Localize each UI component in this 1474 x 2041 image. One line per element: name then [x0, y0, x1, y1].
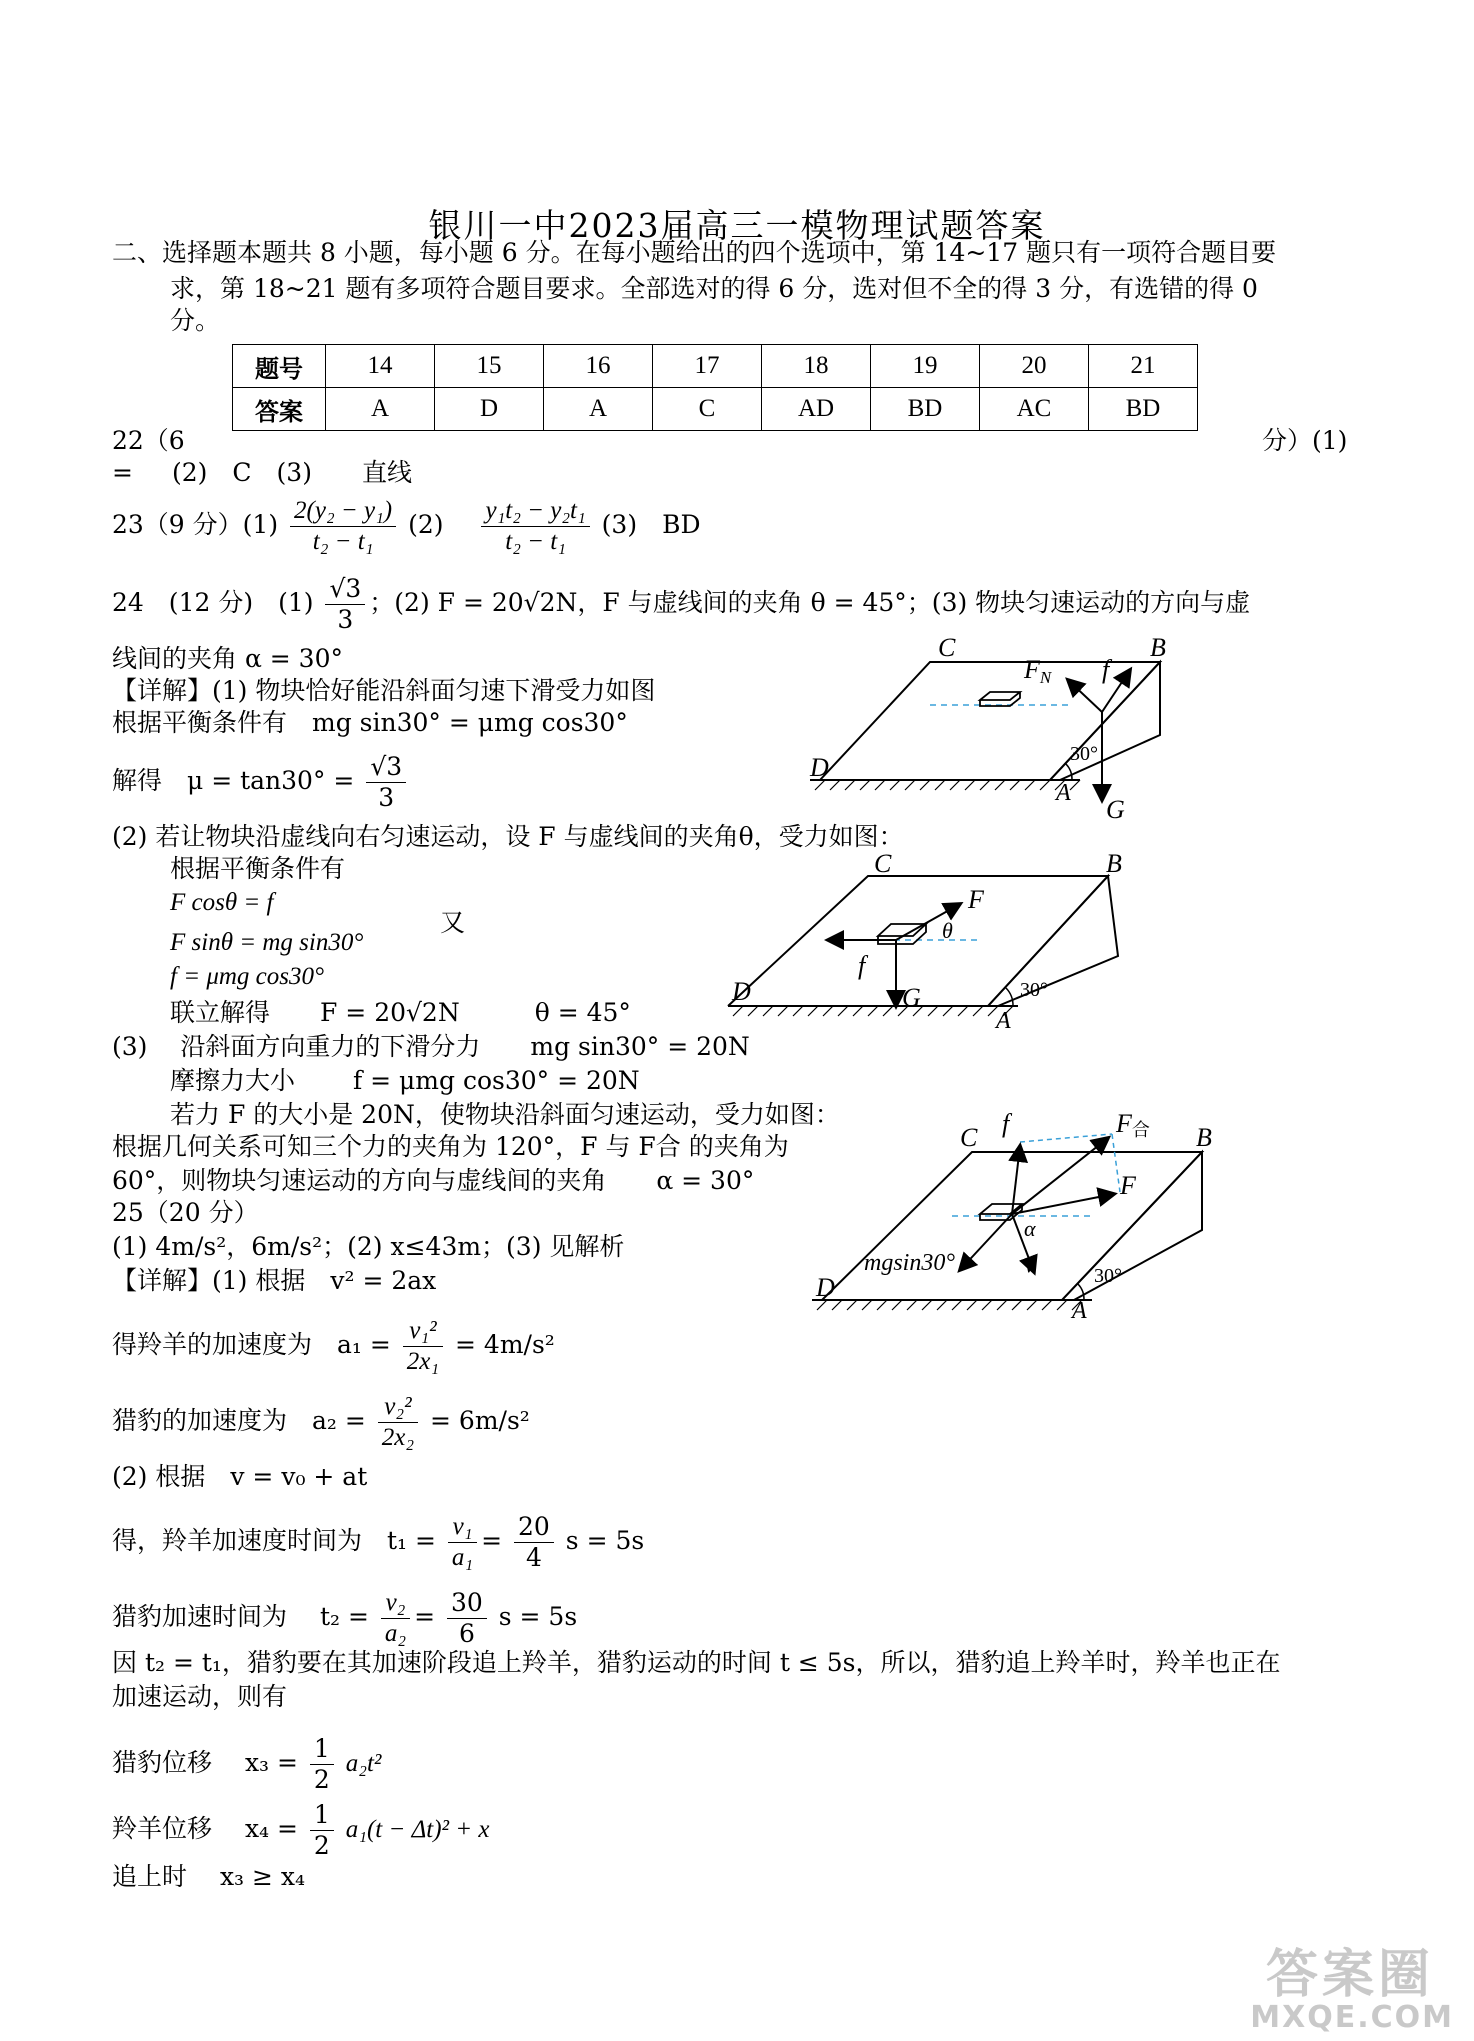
label-a: A	[996, 1008, 1011, 1034]
label-angle: 30°	[1020, 979, 1048, 1001]
q24-mu-fraction: $\frac{√3}{3}$	[366, 752, 406, 813]
label-g: G	[1106, 795, 1125, 824]
table-cell: C	[653, 388, 762, 431]
label-c: C	[938, 633, 956, 662]
q24-part2-a: 根据平衡条件有	[170, 854, 346, 883]
q24-line2: 线间的夹角 α = 30°	[112, 644, 343, 673]
table-cell: 14	[326, 345, 435, 388]
q25-head: 25（20 分）	[112, 1198, 259, 1227]
q25-detail10: 羚羊位移 x₄ = $\frac{1}{2}$ a₁(t − Δt)² + x	[112, 1800, 490, 1860]
label-angle: 30°	[1094, 1265, 1122, 1287]
q25-detail8: 加速运动，则有	[112, 1682, 288, 1711]
q24-part3-a: 摩擦力大小 f = μmg cos30° = 20N	[170, 1066, 640, 1095]
q24-part3-c: 根据几何关系可知三个力的夹角为 120°，F 与 F合 的夹角为	[112, 1132, 789, 1161]
label-a: A	[1056, 780, 1071, 806]
label-d: D	[810, 753, 829, 782]
label-theta: θ	[942, 918, 953, 943]
table-head-answer: 答案	[233, 388, 326, 431]
q22-score-part1: 分）(1)	[1262, 426, 1348, 455]
q24-part2-e: 联立解得 F = 20√2N θ = 45°	[170, 998, 631, 1027]
label-c: C	[960, 1123, 978, 1152]
q24-detail2: 根据平衡条件有 mg sin30° = μmg cos30°	[112, 708, 628, 737]
q23-part3: (3) BD	[601, 510, 701, 539]
label-f: f	[1102, 655, 1110, 684]
table-cell: 21	[1089, 345, 1198, 388]
table-cell: BD	[871, 388, 980, 431]
label-f-force: F	[1120, 1171, 1136, 1200]
q22-answer1: =	[112, 458, 133, 487]
label-d: D	[816, 1273, 835, 1302]
q24-part2-intro: (2) 若让物块沿虚线向右匀速运动，设 F 与虚线间的夹角θ，受力如图：	[112, 822, 904, 851]
q25-detail3: 猎豹的加速度为 a₂ = $\frac{\text{v₂²}}{\text{2x₂}}$ = 6m/s²	[112, 1393, 530, 1451]
q24-part2-you: 又	[440, 908, 466, 937]
table-cell: 17	[653, 345, 762, 388]
q23-part2: (2)	[408, 510, 444, 539]
label-f-force: F	[968, 885, 984, 914]
label-v: v	[1024, 1249, 1036, 1278]
q22-number: 22（6	[112, 426, 185, 455]
q23-answer2-fraction: $\frac{\text{y₁t₂ − y₂t₁}}{\text{t₂ − t₁}}$	[481, 496, 589, 557]
q25-detail11: 追上时 x₃ ≥ x₄	[112, 1862, 306, 1891]
q24-part2-d: f = μmg cos30°	[170, 963, 324, 990]
q25-detail1: 【详解】(1) 根据 v² = 2ax	[112, 1266, 437, 1295]
page-title: 银川一中2023届高三一模物理试题答案	[428, 206, 1046, 245]
table-cell: 15	[435, 345, 544, 388]
table-cell: 18	[762, 345, 871, 388]
label-mg-component: mgsin30°	[864, 1250, 955, 1276]
label-fn: FN	[1024, 655, 1052, 687]
q24-result1-fraction: $\frac{√3}{3}$	[325, 574, 365, 635]
table-cell: AD	[762, 388, 871, 431]
table-cell: AC	[980, 388, 1089, 431]
table-cell: 16	[544, 345, 653, 388]
label-c: C	[874, 849, 892, 878]
table-cell: BD	[1089, 388, 1198, 431]
q24-line1	[112, 574, 1250, 635]
q25-detail5: 得，羚羊加速度时间为 t₁ = $\frac{\text{v₁}}{\text{a₁}}$ = $\frac{20}{4}$ s = 5s	[112, 1512, 645, 1572]
table-cell: 20	[980, 345, 1089, 388]
table-cell: A	[326, 388, 435, 431]
label-f-resultant: F合	[1116, 1109, 1150, 1141]
q22-answers: (2) C (3) 直线	[172, 458, 412, 487]
section2-line3: 分。	[170, 306, 221, 335]
section2-line2: 求，第 18~21 题有多项符合题目要求。全部选对的得 6 分，选对但不全的得 3 分，有选错的得 0	[170, 274, 1258, 303]
watermark-logo: 答案圈	[1265, 1945, 1434, 2005]
label-b: B	[1106, 849, 1122, 878]
label-f: f	[1002, 1109, 1010, 1138]
label-b: B	[1196, 1123, 1212, 1152]
q25-detail6: 猎豹加速时间为 t₂ = $\frac{\text{v₂}}{\text{a₂}}$ = $\frac{30}{6}$ s = 5s	[112, 1588, 578, 1648]
q24-part2-b: F cosθ = f	[170, 889, 274, 916]
q24-part2-c: F sinθ = mg sin30°	[170, 929, 364, 956]
label-a: A	[1072, 1298, 1087, 1324]
table-head-number: 题号	[233, 345, 326, 388]
table-cell: 19	[871, 345, 980, 388]
table-row-numbers	[233, 345, 1198, 388]
incline-force-diagram-1	[810, 633, 1166, 824]
q23-answer1-fraction: $\frac{\text{2(y₂ − y₁)}}{\text{t₂ − t₁}}$	[290, 496, 396, 557]
q23-head: 23（9 分）(1)	[112, 510, 279, 539]
table-row-answers	[233, 388, 1198, 431]
answer-table	[232, 344, 1198, 431]
table-cell: A	[544, 388, 653, 431]
q25-detail4: (2) 根据 v = v₀ + at	[112, 1462, 368, 1491]
label-g: G	[902, 983, 921, 1012]
incline-force-diagram-3	[812, 1109, 1232, 1324]
q25-detail7: 因 t₂ = t₁，猎豹要在其加速阶段追上羚羊，猎豹运动的时间 t ≤ 5s，所以，猎豹追上羚羊时，羚羊也正在	[112, 1648, 1281, 1677]
label-b: B	[1150, 633, 1166, 662]
label-angle: 30°	[1070, 743, 1098, 765]
q25-detail9: 猎豹位移 x₃ = $\frac{1}{2}$ a₂t²	[112, 1734, 382, 1794]
q24-detail3: 解得 μ = tan30° = $\frac{√3}{3}$	[112, 752, 410, 813]
q24-part3-d: 60°，则物块匀速运动的方向与虚线间的夹角 α = 30°	[112, 1166, 755, 1195]
label-f: f	[858, 951, 866, 980]
q24-summary: ；(2) F = 20√2N，F 与虚线间的夹角 θ = 45°；(3) 物块匀速运动的方向与虚	[369, 588, 1251, 617]
watermark-url: MXQE.COM	[1250, 2000, 1454, 2035]
label-d: D	[732, 977, 751, 1006]
q23-line	[112, 496, 701, 557]
incline-force-diagram-2	[728, 849, 1148, 1034]
q25-answers: (1) 4m/s²，6m/s²；(2) x≤43m；(3) 见解析	[112, 1232, 625, 1261]
q24-part3-b: 若力 F 的大小是 20N，使物块沿斜面匀速运动，受力如图：	[170, 1100, 840, 1129]
table-cell: D	[435, 388, 544, 431]
section2-line1: 二、选择题本题共 8 小题，每小题 6 分。在每小题给出的四个选项中，第 14~17 题只有一项符合题目要	[112, 238, 1277, 267]
q24-part3: (3) 沿斜面方向重力的下滑分力 mg sin30° = 20N	[112, 1032, 750, 1061]
q24-detail1: 【详解】(1) 物块恰好能沿斜面匀速下滑受力如图	[112, 676, 656, 705]
label-alpha: α	[1024, 1216, 1036, 1241]
q24-head: 24 (12 分) (1)	[112, 588, 314, 617]
q25-detail2: 得羚羊的加速度为 a₁ = $\frac{\text{v₁²}}{\text{2x₁}}$ = 4m/s²	[112, 1317, 555, 1375]
